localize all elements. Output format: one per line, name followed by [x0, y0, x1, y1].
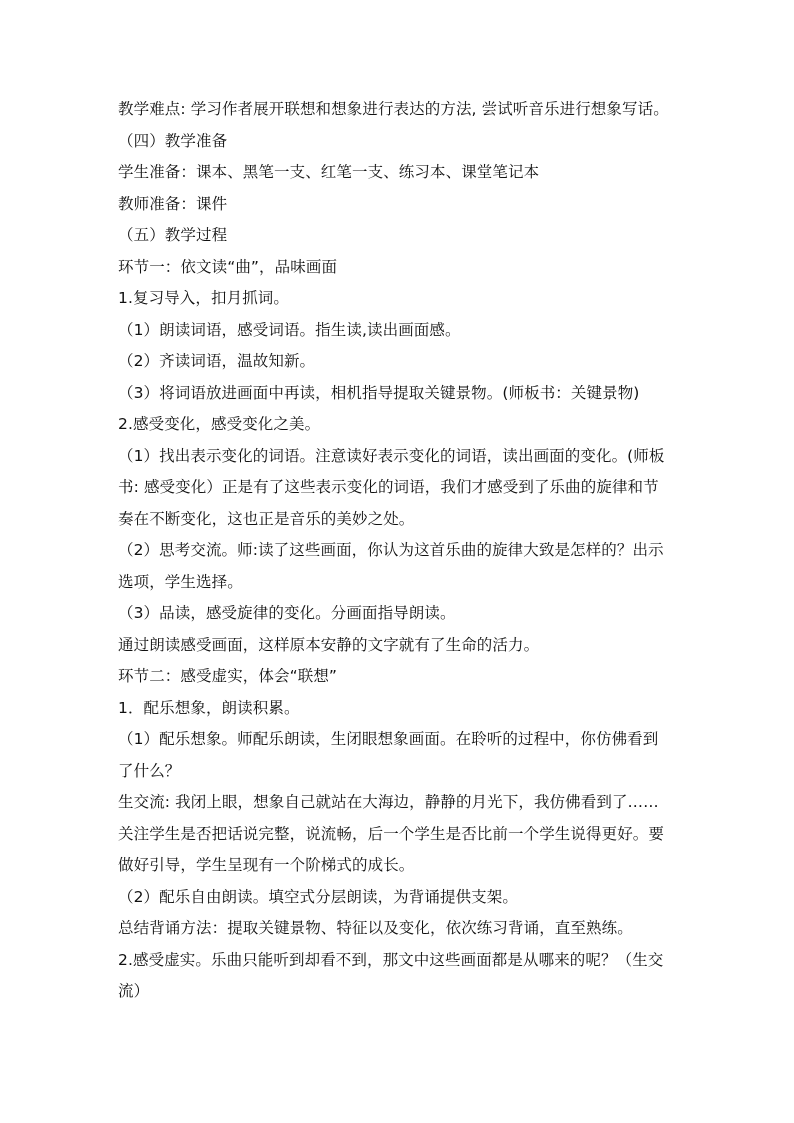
text-line: 2.感受变化，感受变化之美。	[118, 415, 321, 433]
text-line: 流）	[118, 982, 150, 1000]
text-line: 奏在不断变化，这也正是音乐的美妙之处。	[118, 509, 415, 528]
section-heading: （四）教学准备	[118, 131, 228, 150]
text-line: 2.感受虚实。乐曲只能听到却看不到，那文中这些画面都是从哪来的呢？（生交	[118, 950, 664, 969]
section-heading: （五）教学过程	[118, 226, 228, 244]
text-line: 了什么？	[118, 761, 181, 780]
text-line: （1）配乐想象。师配乐朗读，生闭眼想象画面。在聆听的过程中，你仿佛看到	[118, 730, 659, 748]
text-line: 生交流: 我闭上眼，想象自己就站在大海边，静静的月光下，我仿佛看到了……	[118, 793, 659, 811]
text-line: （3）将词语放进画面中再读，相机指导提取关键景物。(师板书：关键景物)	[118, 383, 640, 402]
text-line: （3）品读，感受旋律的变化。分画面指导朗读。	[118, 604, 456, 622]
document-body	[118, 94, 680, 1008]
text-line: 1．配乐想象，朗读积累。	[118, 698, 300, 717]
text-line: 1.复习导入，扣月抓词。	[118, 289, 289, 307]
text-line: （2）思考交流。师:读了这些画面，你认为这首乐曲的旋律大致是怎样的？出示	[118, 541, 664, 559]
text-line: 做好引导，学生呈现有一个阶梯式的成长。	[118, 856, 415, 874]
text-line: （1）朗读词语，感受词语。指生读,读出画面感。	[118, 320, 461, 339]
text-line: （2）齐读词语，温故知新。	[118, 352, 316, 370]
text-line: 通过朗读感受画面，这样原本安静的文字就有了生命的活力。	[118, 635, 540, 654]
text-line: （2）配乐自由朗读。填空式分层朗读，为背诵提供支架。	[118, 887, 518, 906]
text-line: 书: 感受变化）正是有了这些表示变化的词语，我们才感受到了乐曲的旋律和节	[118, 478, 659, 496]
text-line: 关注学生是否把话说完整，说流畅，后一个学生是否比前一个学生说得更好。要	[118, 824, 665, 843]
text-line: （1）找出表示变化的词语。注意读好表示变化的词语，读出画面的变化。(师板	[118, 446, 665, 465]
text-line: 总结背诵方法：提取关键景物、特征以及变化，依次练习背诵，直至熟练。	[118, 919, 633, 937]
text-line: 教师准备：课件	[118, 194, 228, 213]
text-line: 学生准备：课本、黑笔一支、红笔一支、练习本、课堂笔记本	[118, 163, 540, 181]
text-line: 教学难点: 学习作者展开联想和想象进行表达的方法, 尝试听音乐进行想象写话。	[118, 100, 669, 118]
text-line: 选项，学生选择。	[118, 572, 243, 591]
step-heading: 环节二：感受虚实，体会“联想”	[118, 667, 338, 685]
step-heading: 环节一：依文读“曲”，品味画面	[118, 257, 338, 276]
